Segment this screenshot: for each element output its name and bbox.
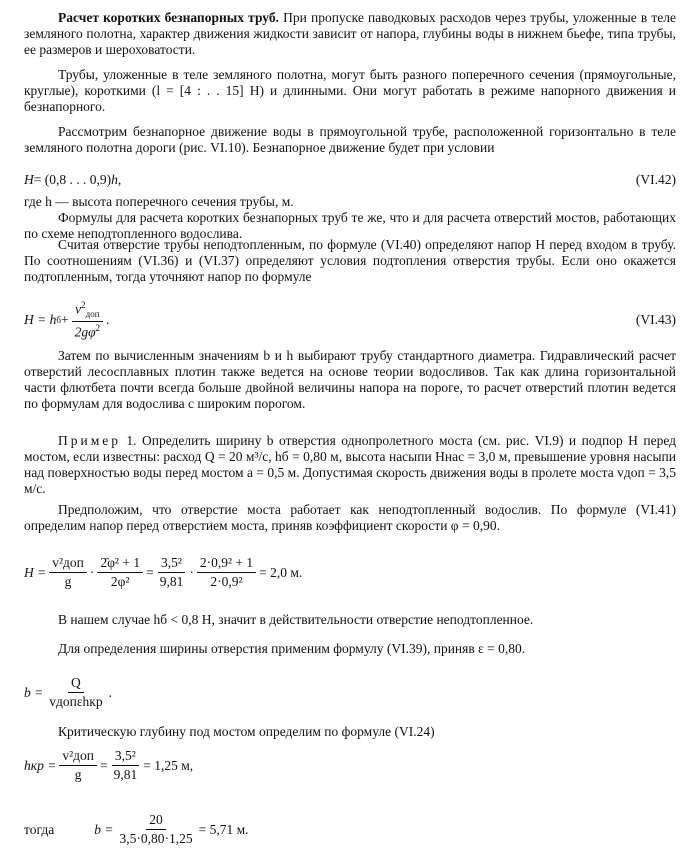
fraction: $\frac{v^2_{доп}}{2g\varphi^2}$ [72, 300, 103, 340]
paragraph-3: Рассмотрим безнапорное движение воды в прямоугольной трубе, расположенной горизонтально в теле земляного полотна дороги (рис. VI.10). Безнапорное движение будет при условии [24, 124, 676, 156]
section-heading: Расчет коротких безнапорных труб. [58, 10, 279, 25]
equation-number: (VI.42) [635, 172, 676, 187]
paragraph-2: Трубы, уложенные в теле земляного полотна, могут быть разного поперечного сечения (прямоугольные, круглые), короткими (l = [4 : . . 15] H) и длинными. Они могут работать в режиме напорного движения и безнапорного. [24, 67, 676, 115]
equation-final-b: тогда b = $\frac{20}{3,5\cdot 0,80\cdot 1,25}$ = 5,71 м. [24, 812, 249, 847]
equation-vi43: H = h б + $\frac{v^2_{доп}}{2g\varphi^2}$ . (VI.43) [24, 300, 676, 340]
paragraph-11: Для определения ширины отверстия применим формулу (VI.39), приняв ε = 0,80. [58, 641, 526, 656]
paragraph-5: Формулы для расчета коротких безнапорных труб те же, что и для расчета отверстий мостов, работающих по схеме неподтопленного водослива. [24, 210, 676, 242]
paragraph-1: Расчет коротких безнапорных труб. При пропуске паводковых расходов через трубы, уложенные в теле земляного полотна, характер движения жидкости зависит от напора, глубины воды в нижнем бьефе, типа трубы, ее размеров и шероховатости. [24, 10, 677, 58]
paragraph-4: где h — высота поперечного сечения трубы, м. [24, 194, 294, 209]
paragraph-12: Критическую глубину под мостом определим по формуле (VI.24) [58, 724, 435, 739]
paragraph-9: Предположим, что отверстие моста работает как неподтопленный водослив. По формуле (VI.41) определим напор перед отверстием моста, приняв коэффициент скорости φ = 0,90. [24, 502, 676, 534]
equation-head-h: H = $\frac{\text{v²доп}}{g}$ · $\frac{\text{2̄φ² + 1}}{\text{2φ²}}$ = $\frac{\text{3,5²}}{9,81}$ · $\frac{\text{2·0,9² + 1}}{\text{2·0,9²}}$ = 2,0 м. [24, 555, 303, 590]
paragraph-10: В нашем случае hб < 0,8 H, значит в действительности отверстие неподтопленное. [58, 612, 534, 627]
paragraph-7: Затем по вычисленным значениям b и h выбирают трубу стандартного диаметра. Гидравлический расчет отверстий лесосплавных плотин также ведется на основе теории водосливов. Так как длина горизонтальной части флютбета почти всегда больше двойной величины напора на пороге, то расчет отверстий плотин ведется по формулам для водослива с широким порогом. [24, 348, 676, 412]
paragraph-8: Пример 1. Определить ширину b отверстия однопролетного моста (см. рис. VI.9) и подпор H перед мостом, если известны: расход Q = 20 м³/с, hб = 0,80 м, высота насыпи Hнас = 3,0 м, превышение уровня насыпи над поверхностью воды перед мостом a = 0,5 м. Допустимая скорость движения воды в пролете моста vдоп = 3,5 м/с. [24, 433, 676, 497]
equation-number: (VI.43) [635, 312, 676, 328]
equation-critical-depth: hкр = $\frac{\text{v²доп}}{g}$ = $\frac{\text{3,5²}}{9,81}$ = 1,25 м, [24, 748, 194, 783]
example-label: Пример [58, 433, 122, 448]
equation-width-b: b = $\frac{Q}{\text{vдопεhкр}}$ . [24, 675, 112, 710]
equation-vi42: H = (0,8 . . . 0,9) h , (VI.42) [24, 172, 676, 187]
paragraph-6: Считая отверстие трубы неподтопленным, по формуле (VI.40) определяют напор H перед входом в трубу. По соотношениям (VI.36) и (VI.37) определяют условия подтопления отверстия трубы. Если оно окажется подтопленным, тогда уточняют напор по формуле [24, 237, 676, 285]
